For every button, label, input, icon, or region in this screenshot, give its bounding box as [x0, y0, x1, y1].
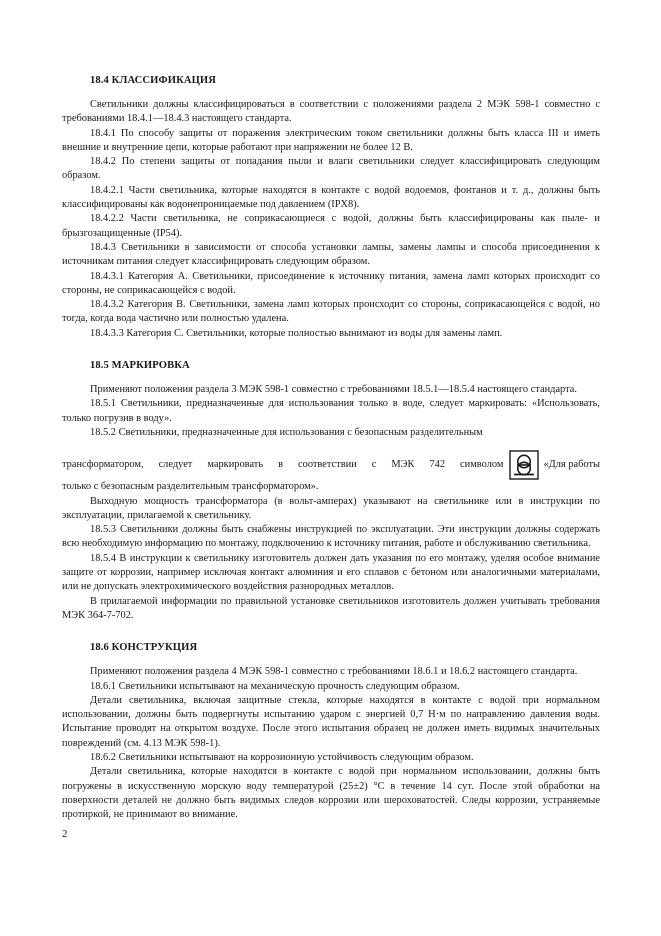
paragraph: Применяют положения раздела 4 МЭК 598-1 совместно с требованиями 18.6.1 и 18.6.2 настоящего стандарта. [90, 666, 578, 678]
section-construction [62, 641, 600, 822]
symbol-paragraph [62, 426, 600, 495]
section-heading: 18.6 КОНСТРУКЦИЯ [90, 642, 198, 654]
symbol-line [62, 450, 600, 480]
paragraph: Применяют положения раздела 3 МЭК 598-1 совместно с требованиями 18.5.1—18.5.4 настоящего стандарта. [90, 384, 577, 396]
paragraph: Детали светильника, которые находятся в контакте с водой при нормальном использовании, должны быть погружены в искусственную морскую воду температурой (25±2) °С в течение 14 сут. После этой обработки на поверхности деталей не должно быть видимых следов коррозии или шероховатостей. Следы коррозии, устраняемые протиркой, не принимают во внимание. [62, 766, 600, 821]
section-heading: 18.5 МАРКИРОВКА [90, 360, 190, 372]
section-classification [62, 74, 600, 341]
paragraph-line: только с безопасным разделительным трансформатором». [62, 481, 319, 493]
paragraph: 18.4.3.1 Категория А. Светильники, присоединение к источнику питания, замена ламп которых происходит со стороны, не соприкасающейся с водой. [62, 270, 600, 296]
paragraph: 18.5.3 Светильники должны быть снабжены инструкцией по эксплуатации. Эти инструкции должны содержать всю необходимую информацию по монтажу, подключению к источнику питания, работе и обслуживанию светильника. [62, 524, 600, 550]
paragraph: 18.4.2 По степени защиты от попадания пыли и влаги светильники следует классифицировать следующим образом. [62, 156, 600, 182]
safety-isolating-transformer-icon [509, 450, 539, 480]
paragraph: 18.4.2.1 Части светильника, которые находятся в контакте с водой водоемов, фонтанов и т. д., должны быть классифицированы как водонепроницаемые под давлением (IPX8). [62, 184, 600, 211]
section-marking [62, 359, 600, 623]
paragraph: Выходную мощность трансформатора (в вольт-амперах) указывают на светильнике или в инструкции по эксплуатации, прилагаемой к светильнику. [62, 495, 600, 521]
paragraph: 18.6.1 Светильники испытывают на механическую прочность следующим образом. [90, 680, 460, 692]
paragraph: 18.4.3.3 Категория С. Светильники, которые полностью вынимают из воды для замены ламп. [90, 327, 503, 339]
paragraph: 18.4.3.2 Категория В. Светильники, замена ламп которых происходит со стороны, соприкасающейся с водой, но тогда, когда вода частично или полностью удалена. [62, 299, 600, 325]
page-number: 2 [62, 828, 68, 840]
paragraph: 18.4.2.2 Части светильника, не соприкасающиеся с водой, должны быть классифицированы как пыле- и брызгозащищенные (IP54). [62, 213, 600, 239]
paragraph-line: 18.5.2 Светильники, предназначенные для использования с безопасным разделительным [90, 426, 483, 438]
paragraph: 18.5.4 В инструкции к светильнику изготовитель должен дать указания по его монтажу, уделяя особое внимание защите от коррозии, например исключая контакт алюминия и его сплавов с бетоном или аналогичными материалами, или не допускать электрохимического воздействия разнородных металлов. [62, 552, 600, 593]
paragraph: В прилагаемой информации по правильной установке светильников изготовитель должен учитывать требования МЭК 364-7-702. [62, 595, 600, 621]
paragraph-line: трансформатором, следует маркировать в соответствии с МЭК 742 символом [62, 459, 504, 471]
paragraph: 18.5.1 Светильники, предназначенные для использования только в воде, следует маркировать: «Использовать, только погрузив в воду». [62, 398, 600, 424]
paragraph: 18.4.1 По способу защиты от поражения электрическим током светильники должны быть класса III и иметь внешние и внутренние цепи, которые работают при напряжении не более 12 В. [62, 127, 600, 153]
paragraph: 18.4.3 Светильники в зависимости от способа установки лампы, замены лампы и способа присоединения к источникам питания следует классифицировать следующим образом. [62, 241, 600, 268]
paragraph: Светильники должны классифицироваться в соответствии с положениями раздела 2 МЭК 598-1 совместно с требованиями 18.4.1—18.4.3 настоящего стандарта. [62, 99, 600, 125]
document-page [62, 74, 600, 822]
section-heading: 18.4 КЛАССИФИКАЦИЯ [90, 75, 217, 86]
paragraph: 18.6.2 Светильники испытывают на коррозионную устойчивость следующим образом. [90, 751, 474, 763]
paragraph: Детали светильника, включая защитные стекла, которые находятся в контакте с водой при нормальном использовании, должны быть подвергнуты испытанию ударом с энергией 0,7 Н·м по направлению давления воды. Испытание проводят на открытом воздухе. После этого испытания образец не должен иметь видимых значительных повреждений (см. 4.13 МЭК 598-1). [62, 694, 600, 749]
paragraph-line: «Для работы [543, 459, 600, 471]
